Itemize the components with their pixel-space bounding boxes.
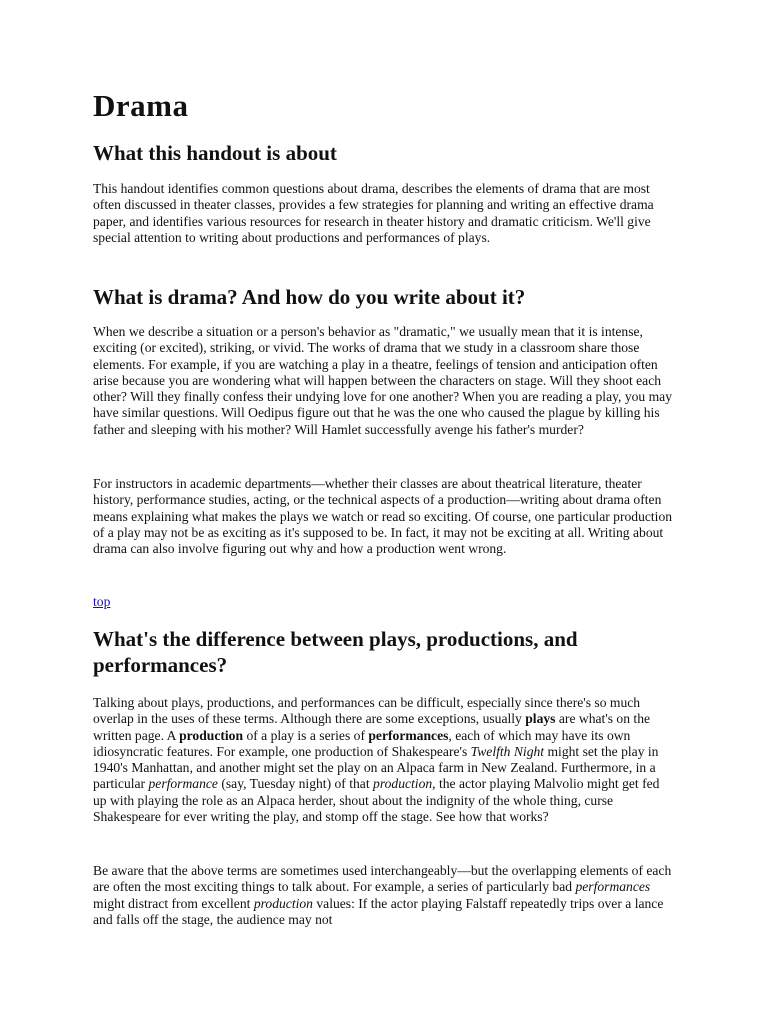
play-title-twelfth-night: Twelfth Night	[470, 743, 545, 759]
section-heading-what-is-drama: What is drama? And how do you write about it?	[93, 285, 526, 309]
term-performances: performances	[368, 727, 449, 743]
paragraph-instructors: For instructors in academic departments—whether their classes are about theatrical literature, theater history, performance studies, acting, or the technical aspects of a production—writing about drama often means explaining what makes the plays we watch or read so exciting. Of course, one particular production of a play may not be as exciting as it's supposed to be. In fact, it may not be exciting at all. Writing about drama can also involve figuring out why and how a production went wrong.	[93, 476, 673, 557]
term-plays: plays	[525, 711, 556, 727]
term-production: production	[179, 727, 244, 743]
section-heading-handout: What this handout is about	[93, 141, 337, 165]
emphasis-performances: performances	[575, 879, 651, 895]
paragraph-interchangeable-terms: Be aware that the above terms are sometimes used interchangeably—but the overlapping elements of each are often the most exciting things to talk about. For example, a series of particularly bad performances might distract from excellent production values: If the actor playing Falstaff repeatedly trips over a lance and falls off the stage, the audience may not	[93, 863, 672, 927]
section-heading-plays-productions: What's the difference between plays, productions, and performances?	[93, 627, 578, 677]
emphasis-production: production	[373, 776, 433, 792]
top-link-container	[93, 593, 673, 611]
emphasis-performance: performance	[148, 776, 218, 792]
page-title: Drama	[93, 88, 189, 123]
emphasis-production-values: production	[253, 895, 313, 911]
paragraph-dramatic-definition: When we describe a situation or a person's behavior as "dramatic," we usually mean that it is intense, exciting (or excited), striking, or vivid. The works of drama that we study in a classroom share those elements. For example, if you are watching a play in a theatre, feelings of tension and anticipation often arise because you are wondering what will happen between the characters on stage. Will they shoot each other? Will they finally confess their undying love for one another? When you are reading a play, you may have similar questions. Will Oedipus figure out that he was the one who caused the plague by killing his father and sleeping with his mother? Will Hamlet successfully avenge his father's murder?	[93, 324, 673, 437]
paragraph-plays-productions-performances: Talking about plays, productions, and performances can be difficult, especially since there's so much overlap in the uses of these terms. Although there are some exceptions, usually plays are what's on the written page. A production of a play is a series of performances, each of which may have its own idiosyncratic features. For example, one production of Shakespeare's Twelfth Night might set the play in 1940's Manhattan, and another might set the play on an Alpaca farm in New Zealand. Furthermore, in a particular performance (say, Tuesday night) of that production, the actor playing Malvolio might get fed up with playing the role as an Alpaca herder, shout about the indignity of the whole thing, curse Shakespeare for ever writing the play, and stomp off the stage. See how that works?	[93, 695, 660, 825]
paragraph-handout-intro: This handout identifies common questions about drama, describes the elements of drama that are most often discussed in theater classes, provides a few strategies for planning and writing an effective drama paper, and identifies various resources for research in theater history and dramatic criticism. We'll give special attention to writing about productions and performances of plays.	[93, 181, 654, 245]
top-link[interactable]: top	[93, 594, 111, 609]
